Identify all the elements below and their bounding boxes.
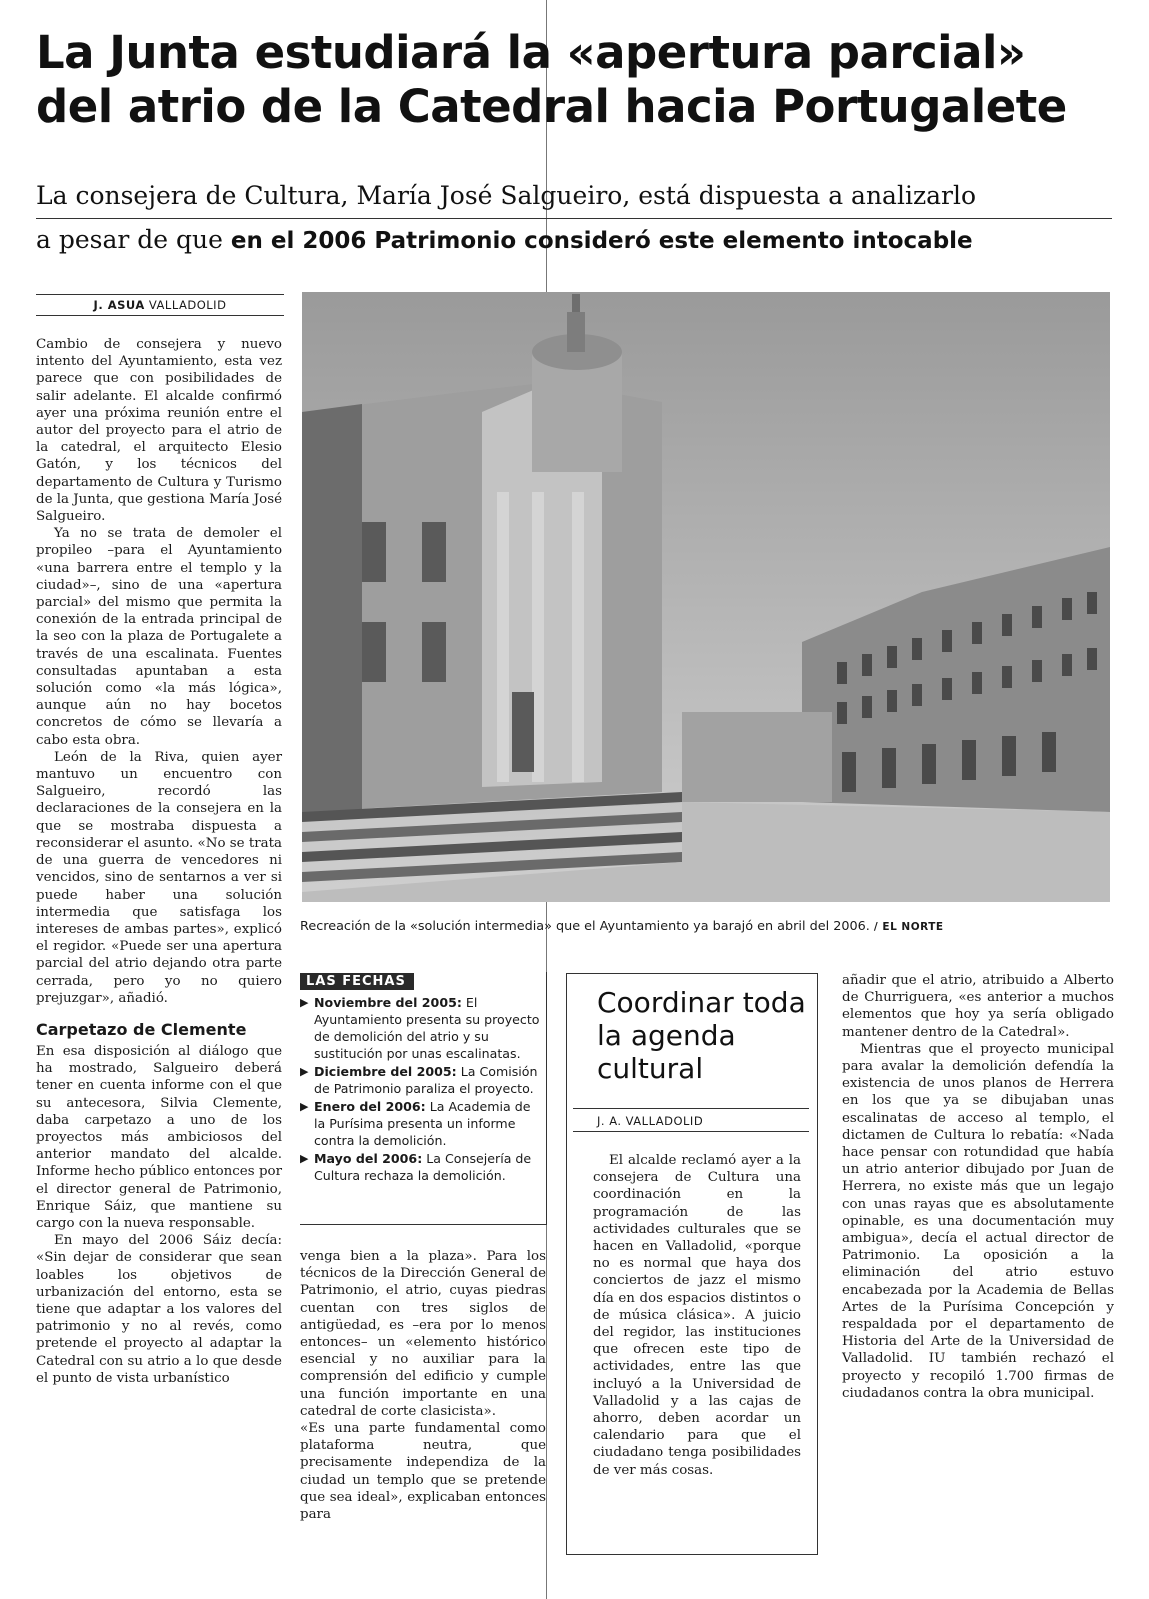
- headline-line-1: La Junta estudiará la «apertura parcial»: [36, 26, 1026, 79]
- photo-caption: [300, 918, 1120, 936]
- article-column-1: [36, 336, 282, 1387]
- sidebar-byline: J. A. VALLADOLID: [573, 1108, 809, 1132]
- arrow-right-icon: ▶: [300, 1065, 309, 1078]
- timeline-text: El Ayuntamiento presenta su proyecto de demolición del atrio y su sustitución por unas escalinatas.: [314, 995, 540, 1061]
- timeline-date: Enero del 2006:: [314, 1099, 426, 1114]
- sidebar-body: [593, 1152, 801, 1479]
- arrow-right-icon: ▶: [300, 1100, 309, 1113]
- caption-text: Recreación de la «solución intermedia» que el Ayuntamiento ya barajó en abril del 2006.: [300, 919, 870, 934]
- subheadline-line-2-plain: a pesar de que: [36, 225, 231, 254]
- article-paragraph: añadir que el atrio, atribuido a Alberto de Churriguera, «es anterior a muchos elementos que hoy ya sería obligado mantener dentro de la Catedral».: [842, 973, 1114, 1040]
- headline: [36, 26, 1116, 134]
- timeline-text: La Comisión de Patrimonio paraliza el proyecto.: [314, 1064, 538, 1096]
- arrow-right-icon: ▶: [300, 1152, 309, 1165]
- byline-author: J. ASUA: [93, 298, 145, 312]
- timeline-date: Diciembre del 2005:: [314, 1064, 457, 1079]
- caption-credit: / EL NORTE: [873, 921, 944, 933]
- subheadline-rule: [36, 218, 1112, 219]
- sidebar-paragraph: El alcalde reclamó ayer a la consejera de Cultura una coordinación en la programación de las actividades culturales que se hacen en Valladolid, «porque no es normal que haya dos conciertos de jazz el mismo día en dos espacios distintos o de música clásica». A juicio del regidor, las instituciones que ofrecen este tipo de actividades, entre las que incluyó a la Universidad de Valladolid y a las cajas de ahorro, deben acordar un calendario para que el ciudadano tenga posibilidades de ver más cosas.: [593, 1153, 801, 1478]
- article-paragraph: León de la Riva, quien ayer mantuvo un encuentro con Salgueiro, recordó las declaraciones de la consejera en la que se mostraba dispuesta a reconsiderar el asunto. «No se trata de una guerra de vencedores ni vencidos, sino de sentarnos a ver si puede haber una solución intermedia que satisfaga los intereses de ambas partes», explicó el regidor. «Puede ser una apertura parcial del atrio dejando otra parte cerrada, pero yo no quiero prejuzgar», añadió.: [36, 749, 282, 1006]
- timeline-item: [300, 1150, 546, 1184]
- timeline-date: Mayo del 2006:: [314, 1151, 423, 1166]
- timeline-date: Noviembre del 2005:: [314, 995, 462, 1010]
- article-paragraph: Mientras que el proyecto municipal para avalar la demolición defendía la existencia de unos planos de Herrera en los que ya se dibujaban unas escalinatas de acceso al templo, el dictamen de Cultura lo rebatía: «Nada hace pensar con rotundidad que había un atrio anterior dibujado por Juan de Herrera, no existe más que un legajo con unas rayas que es absolutamente opinable, es una documentación muy ambigua», decía el actual director de Patrimonio. La oposición a la eliminación del atrio estuvo encabezada por la Academia de Bellas Artes de la Purísima Concepción y respaldada por el departamento de Historia del Arte de la Universidad de Valladolid. IU también rechazó el proyecto y recopiló 1.700 firmas de ciudadanos contra la obra municipal.: [842, 1041, 1114, 1401]
- timeline-item: [300, 994, 546, 1062]
- cathedral-illustration: [302, 292, 1110, 902]
- arrow-right-icon: ▶: [300, 996, 309, 1009]
- article-paragraph: En esa disposición al diálogo que ha mostrado, Salgueiro deberá tener en cuenta informe con el que su antecesora, Silvia Clemente, daba carpetazo a uno de los proyectos más ambiciosos del anterior mandato del alcalde. Informe hecho público entonces por el director general de Patrimonio, Enrique Sáiz, que mantiene su cargo con la nueva responsable.: [36, 1043, 282, 1231]
- article-paragraph: En mayo del 2006 Sáiz decía: «Sin dejar de considerar que sean loables los objetivos de urbanización del entorno, esta se tiene que adaptar a los valores del patrimonio y no al revés, como pretende el proyecto al adaptar la Catedral con su atrio a lo que desde el punto de vista urbanístico: [36, 1233, 282, 1386]
- sidebar-title: Coordinar toda la agenda cultural: [597, 986, 806, 1085]
- article-paragraph: Ya no se trata de demoler el propileo –para el Ayuntamiento «una barrera entre el templo y la ciudad»–, sino de una «apertura parcial» del mismo que permita la conexión de la entrada principal de la seo con la plaza de Portugalete a través de una escalinata. Fuentes consultadas apuntaban a esta solución como «la más lógica», aunque aún no hay bocetos concretos de cómo se llevaría a cabo esta obra.: [36, 526, 282, 748]
- timeline-tag: LAS FECHAS: [300, 973, 414, 990]
- cathedral-photo: [302, 292, 1110, 902]
- timeline-text: La Consejería de Cultura rechaza la demolición.: [314, 1151, 532, 1183]
- article-column-4: [842, 972, 1114, 1402]
- timeline-text: La Academia de la Purísima presenta un informe contra la demolición.: [314, 1099, 531, 1148]
- sidebar-box: [566, 973, 818, 1555]
- timeline-box: [300, 972, 547, 1225]
- timeline-item: [300, 1098, 546, 1149]
- byline-location: VALLADOLID: [148, 298, 227, 312]
- timeline-item: [300, 1063, 546, 1097]
- subheadline-line-2-bold: en el 2006 Patrimonio consideró este elemento intocable: [230, 228, 973, 254]
- section-subhead: Carpetazo de Clemente: [36, 1019, 247, 1039]
- article-paragraph: venga bien a la plaza». Para los técnicos de la Dirección General de Patrimonio, el atrio, cuyas piedras cuentan con tres siglos de antigüedad, es –era por lo menos entonces– un «elemento histórico esencial y no auxiliar para la comprensión del edificio y cumple una función importante en una catedral de corte clasicista».: [300, 1249, 546, 1419]
- headline-line-2: del atrio de la Catedral hacia Portugalete: [36, 80, 1067, 133]
- article-column-2: [300, 1248, 546, 1523]
- article-paragraph: «Es una parte fundamental como plataforma neutra, que precisamente independiza de la ciudad un templo que se pretende que sea ideal», explicaban entonces para: [300, 1421, 546, 1523]
- article-paragraph: Cambio de consejera y nuevo intento del Ayuntamiento, esta vez parece que con posibilidades de salir adelante. El alcalde confirmó ayer una próxima reunión entre el autor del proyecto para el atrio de la catedral, el arquitecto Elesio Gatón, y los técnicos del departamento de Cultura y Turismo de la Junta, que gestiona María José Salgueiro.: [36, 337, 282, 525]
- subheadline-line-1: La consejera de Cultura, María José Salgueiro, está dispuesta a analizarlo: [36, 181, 977, 210]
- byline: [36, 294, 284, 316]
